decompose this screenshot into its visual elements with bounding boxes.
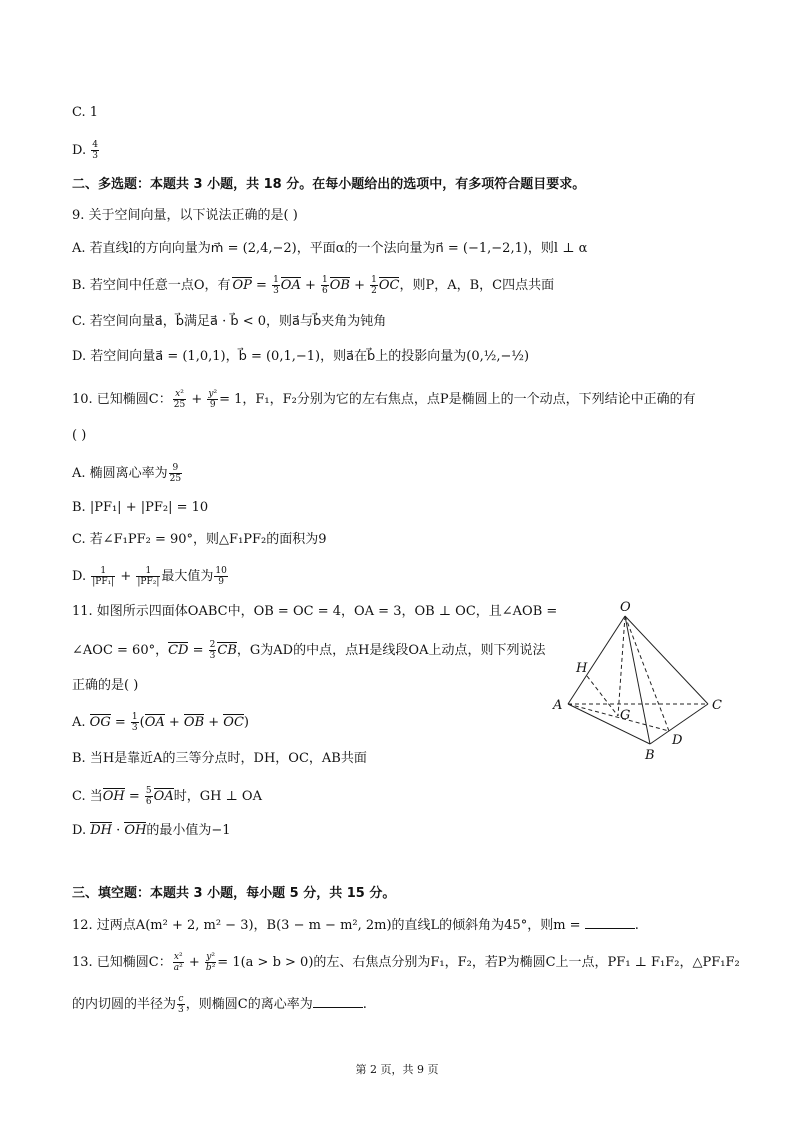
question-9-option-b: B. 若空间中任意一点O，有 OP = $\frac{1}{3}$ OA + $\frac{1}{6}$ OB + $\frac{1}{2}$ OC，则P，A，B，C四点共面	[72, 275, 555, 296]
label-g: G	[620, 708, 631, 723]
text: C. 当	[72, 789, 103, 804]
edge-oa	[568, 616, 625, 704]
text: A.	[72, 715, 90, 730]
answer-blank[interactable]	[585, 916, 635, 929]
text: ，则P，A，B，C四点共面	[399, 278, 555, 293]
page-footer: 第 2 页，共 9 页	[355, 1063, 439, 1076]
question-10-option-d: D. $\frac{1}{\text{|PF₁|}}$ + $\frac{1}{\text{|PF₂|}}$ 最大值为 $\frac{10}{9}$	[72, 566, 227, 587]
section-heading-fill: 三、填空题：本题共 3 小题，每小题 5 分，共 15 分。	[72, 886, 396, 901]
question-9-stem: 9. 关于空间向量，以下说法正确的是( )	[72, 208, 298, 223]
question-13-line-2: 的内切圆的半径为 $\frac{c}{3}$ ，则椭圆C的离心率为 .	[72, 994, 367, 1015]
question-9-option-c: C. 若空间向量a⃗，b⃗满足a⃗ · b⃗ < 0，则a⃗与b⃗夹角为钝角	[72, 314, 387, 329]
edge-oc	[625, 616, 708, 704]
question-12	[72, 916, 639, 935]
text: 的最小值为−1	[146, 823, 231, 838]
segment-og	[618, 616, 625, 716]
text: ，G为AD的中点，点H是线段OA上动点，则下列说法	[236, 643, 546, 658]
question-9-option-d: D. 若空间向量a⃗ = (1,0,1)，b⃗ = (0,1,−1)，则a⃗在b⃗上的投影向量为(0,½,−½)	[72, 349, 530, 364]
question-11-option-b: B. 当H是靠近A的三等分点时，DH，OC，AB共面	[72, 751, 367, 766]
label-h: H	[576, 661, 588, 676]
segment-od	[625, 616, 669, 731]
question-9-option-a: A. 若直线l的方向向量为m⃗ = (2,4,−2)，平面α的一个法向量为n⃗ = (−1,−2,1)，则l ⊥ α	[72, 241, 588, 256]
text: ∠AOC = 60°，	[72, 643, 169, 658]
text: ，则椭圆C的离心率为	[185, 997, 313, 1012]
question-13-line-1: 13. 已知椭圆C： $\frac{\text{x²}}{\text{a²}}$ + $\frac{\text{y²}}{\text{b²}}$ = 1(a > b > 0)的左、右焦点分别为F₁，F₂，若P为椭圆C上一点，PF₁ ⊥ F₁F₂，△PF₁F₂	[72, 952, 740, 973]
question-11-option-d: D. DH · OH的最小值为−1	[72, 823, 231, 838]
tetrahedron-figure	[550, 596, 730, 766]
question-11-option-a: A. OG = $\frac{1}{3}$ (OA + OB + OC)	[72, 712, 249, 733]
question-11-stem-2: ∠AOC = 60°，CD = $\frac{2}{3}$ CB，G为AD的中点，点H是线段OA上动点，则下列说法	[72, 640, 546, 661]
label-a: A	[553, 698, 563, 713]
label-b: B	[645, 748, 655, 763]
question-10-option-b: B. |PF₁| + |PF₂| = 10	[72, 500, 209, 515]
text: A. 椭圆离心率为	[72, 466, 168, 481]
label-o: O	[620, 600, 631, 615]
text: .	[634, 918, 639, 933]
question-10-stem: 10. 已知椭圆C： $\frac{\text{x²}}{25}$ + $\frac{\text{y²}}{9}$ = 1，F₁，F₂分别为它的左右焦点，点P是椭圆上的一个动点，下列结论中正确的有	[72, 389, 696, 410]
text: = 1(a > b > 0)的左、右焦点分别为F₁，F₂，若P为椭圆C上一点，PF₁ ⊥ F₁F₂，△PF₁F₂	[217, 955, 740, 970]
text: 13. 已知椭圆C：	[72, 955, 172, 970]
label-c: C	[712, 698, 722, 713]
edge-ab	[568, 704, 650, 744]
question-11-stem-1: 11. 如图所示四面体OABC中，OB = OC = 4，OA = 3，OB ⊥ OC，且∠AOB =	[72, 604, 558, 619]
question-10-stem-cont: ( )	[72, 428, 87, 443]
text: 12. 过两点A(m² + 2, m² − 3)，B(3 − m − m², 2m)的直线L的倾斜角为45°，则m =	[72, 918, 581, 933]
fraction: $\frac{4}{3}$	[92, 140, 98, 161]
text: 的内切圆的半径为	[72, 997, 177, 1012]
question-10-option-a: A. 椭圆离心率为 $\frac{9}{25}$	[72, 463, 182, 484]
text: 最大值为	[161, 569, 214, 584]
text: = 1，F₁，F₂分别为它的左右焦点，点P是椭圆上的一个动点，下列结论中正确的有	[219, 392, 696, 407]
question-11-option-c: C. 当OH = $\frac{5}{6}$ OA时，GH ⊥ OA	[72, 786, 262, 807]
answer-blank[interactable]	[313, 995, 363, 1008]
option-label: D.	[72, 569, 87, 584]
option-label: D.	[72, 143, 87, 158]
text: B. 若空间中任意一点O，有	[72, 278, 231, 293]
text: 10. 已知椭圆C：	[72, 392, 172, 407]
question-11-stem-3: 正确的是( )	[72, 678, 139, 693]
section-heading-multi: 二、多选题：本题共 3 小题，共 18 分。在每小题给出的选项中，有多项符合题目要求。	[72, 177, 586, 192]
text: .	[362, 997, 367, 1012]
question-10-option-c: C. 若∠F₁PF₂ = 90°，则△F₁PF₂的面积为9	[72, 532, 327, 547]
option-d	[72, 140, 100, 161]
option-c: C. 1	[72, 105, 99, 120]
label-d: D	[672, 733, 683, 748]
text: 时，GH ⊥ OA	[173, 789, 262, 804]
